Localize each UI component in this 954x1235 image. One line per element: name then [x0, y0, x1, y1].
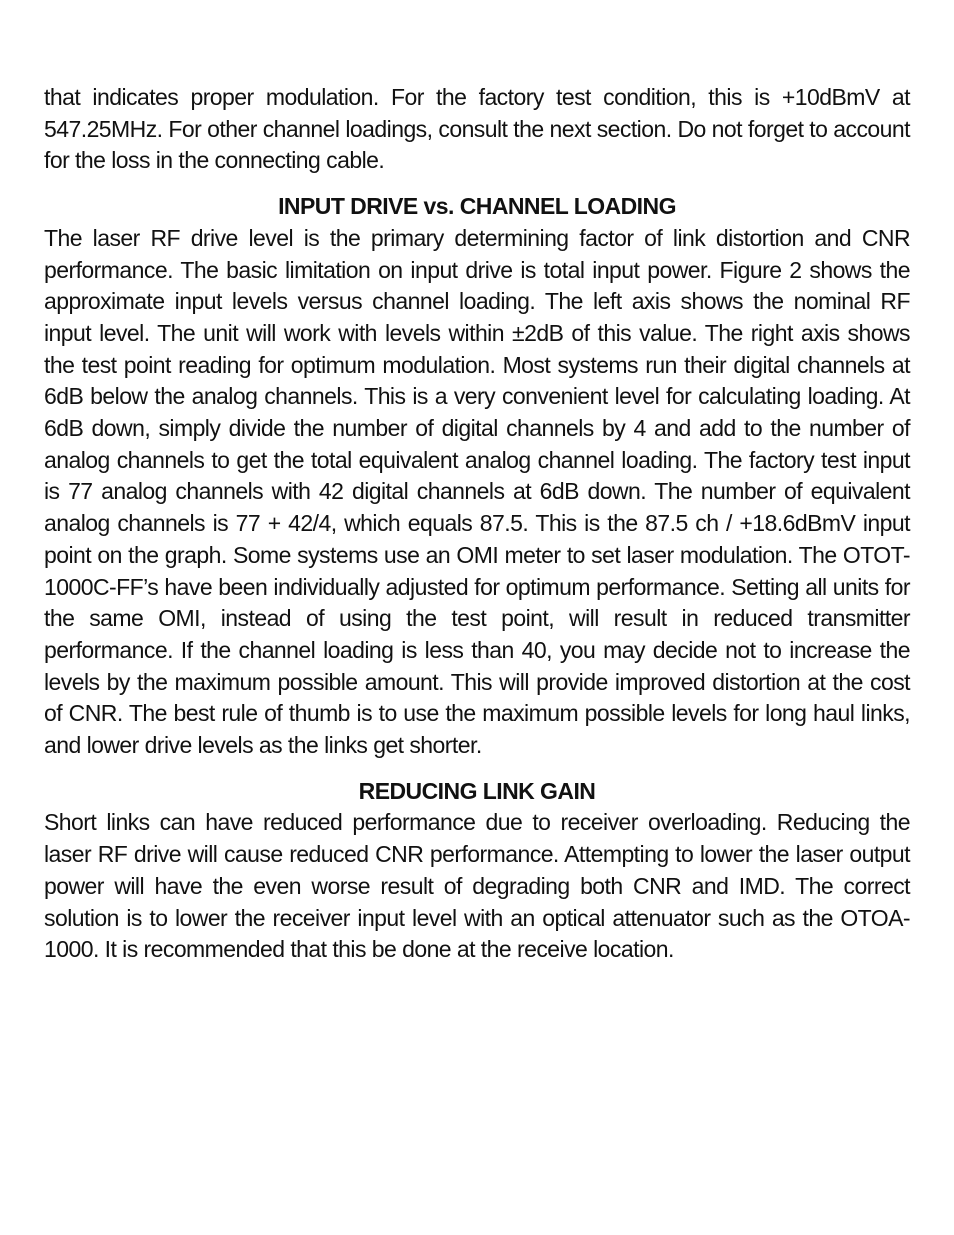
intro-paragraph: that indicates proper modulation. For the factory test condition, this is +10dBmV at 547.25MHz. For other channel loadings, consult the next section. Do not forget to account for the loss in the connecting cable. [44, 84, 910, 174]
spacer [44, 177, 910, 191]
document-page [44, 82, 910, 966]
reducing-link-gain-paragraph: Short links can have reduced performance due to receiver overloading. Reducing the laser RF drive will cause reduced CNR performance. Attempting to lower the laser output power will have the even worse result of degrading both CNR and IMD. The correct solution is to lower the receiver input level with an optical attenuator such as the OTOA-1000. It is recommended that this be done at the receive location. [44, 809, 910, 963]
section-heading-reducing-link-gain: REDUCING LINK GAIN [358, 777, 596, 804]
input-drive-paragraph: The laser RF drive level is the primary determining factor of link distortion and CNR performance. The basic limitation on input drive is total input power. Figure 2 shows the approximate input levels versus channel loading. The left axis shows the nominal RF input level. The unit will work with levels within ±2dB of this value. The right axis shows the test point reading for optimum modulation. Most systems run their digital channels at 6dB below the analog channels. This is a very convenient level for calculating loading. At 6dB down, simply divide the number of digital channels by 4 and add to the number of analog channels to get the total equivalent analog channel loading. The factory test input is 77 analog channels with 42 digital channels at 6dB down. The number of equivalent analog channels is 77 + 42/4, which equals 87.5. This is the 87.5 ch / +18.6dBmV input point on the graph. Some systems use an OMI meter to set laser modulation. The OTOT-1000C-FF’s have been individually adjusted for optimum performance. Setting all units for the same OMI, instead of using the test point, will result in reduced transmitter performance. If the channel loading is less than 40, you may decide not to increase the levels by the maximum possible amount. This will provide improved distortion at the cost of CNR. The best rule of thumb is to use the maximum possible levels for long haul links, and lower drive levels as the links get shorter. [44, 224, 910, 759]
section-heading-input-drive: INPUT DRIVE vs. CHANNEL LOADING [278, 193, 676, 220]
spacer [44, 762, 910, 776]
